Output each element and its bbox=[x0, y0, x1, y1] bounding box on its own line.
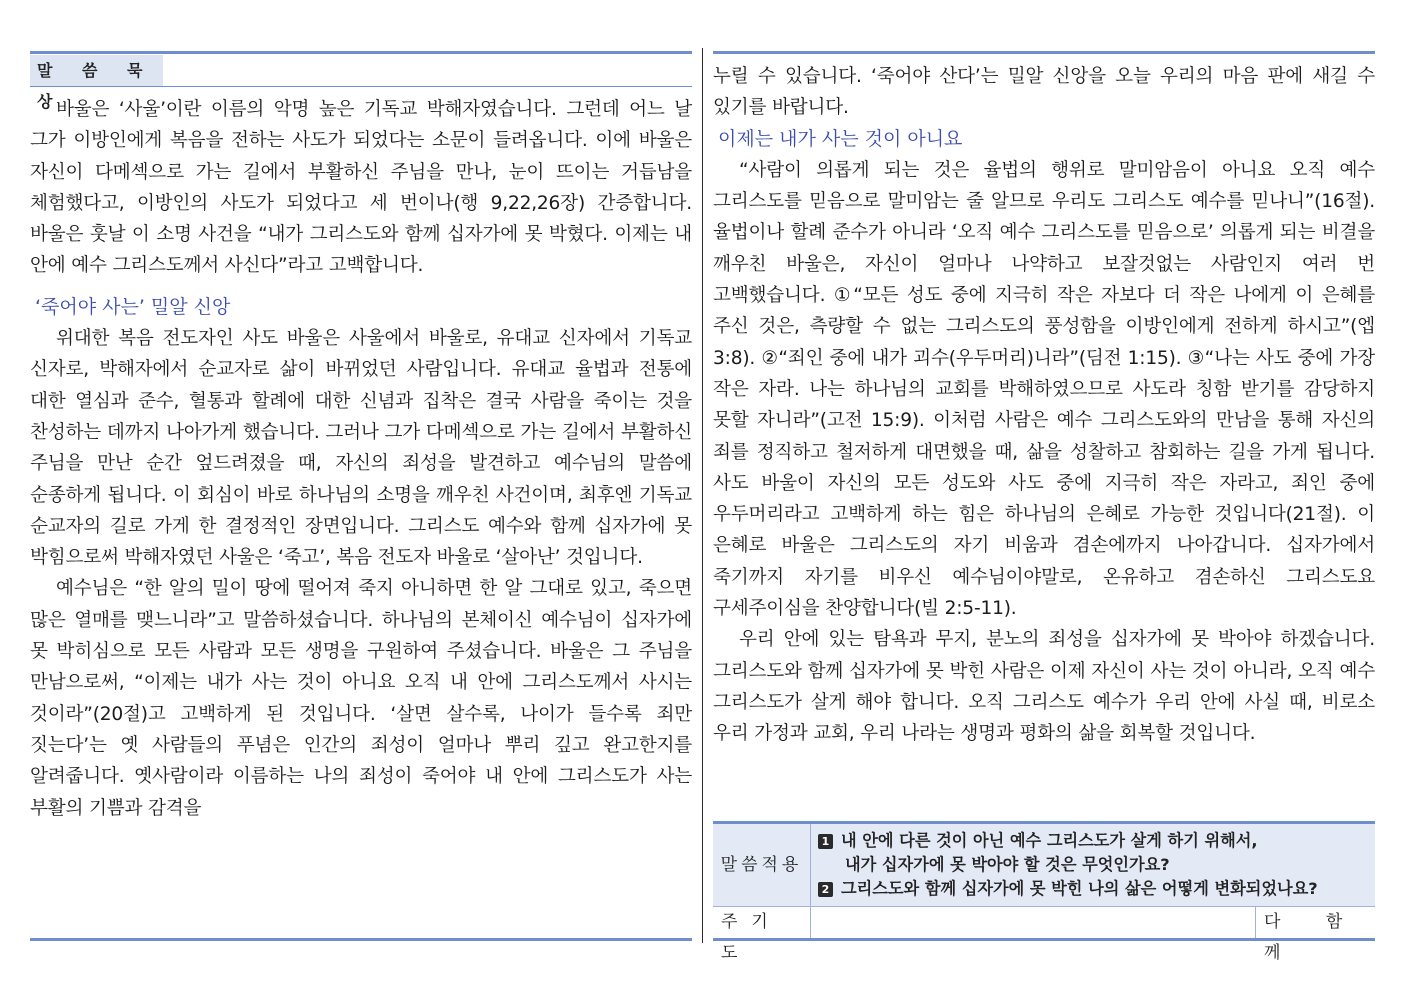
application-divider bbox=[810, 824, 811, 941]
question-2-line-1: 그리스도와 함께 십자가에 못 박힌 나의 삶은 어떻게 변화되었나요? bbox=[841, 879, 1318, 898]
application-label: 말씀적용 bbox=[720, 855, 803, 875]
question-1-line-2: 내가 십자가에 못 박아야 할 것은 무엇인가요? bbox=[845, 855, 1170, 874]
number-2-badge: 2 bbox=[818, 882, 833, 897]
right-paragraph-2: “사람이 의롭게 되는 것은 율법의 행위로 말미암음이 아니요 오직 예수 그리스도를 믿음으로 말미암는 줄 알므로 우리도 그리스도 예수를 믿나니”(16절). 율법이나 할례 준수가 아니라 ‘오직 예수 그리스도를 믿음으로’ 의롭게 되는 비결을 깨우친 바울은, 자신이 얼마나 나약하고 보잘것없는 사람인지 여러 번 고백했습니다. ①“모든 성도 중에 지극히 작은 자보다 더 작은 나에게 이 은혜를 주신 것은, 측량할 수 없는 그리스도의 풍성함을 이방인에게 전하게 하시고”(엡 3:8). ②“죄인 중에 내가 괴수(우두머리)니라”(딤전 1:15). ③“나는 사도 중에 가장 작은 자라. 나는 하나님의 교회를 박해하였으므로 사도라 칭함 받기를 감당하지 못할 자니라”(고전 15:9). 이처럼 사람은 예수 그리스도와의 만남을 통해 자신의 죄를 정직하고 철저하게 대면했을 때, 삶을 성찰하고 참회하는 길을 가게 됩니다. 사도 바울이 자신의 모든 성도와 사도 중에 지극히 작은 자라고, 죄인 중에 우두머리라고 고백하게 하는 힘은 하나님의 은혜로 가능한 것입니다(21절). 이 은혜로 바울은 그리스도의 자기 비움과 겸손에까지 나아갑니다. 십자가에서 죽기까지 자기를 비우신 예수님이야말로, 온유하고 겸손하신 그리스도요 구세주이심을 찬양합니다(빌 2:5-11). bbox=[713, 159, 1375, 620]
left-bottom-rule bbox=[30, 938, 692, 941]
header-underline bbox=[30, 86, 692, 87]
right-text-block bbox=[713, 61, 1375, 750]
prayer-label: 주기도 bbox=[721, 912, 782, 963]
left-text-block bbox=[30, 94, 692, 824]
question-1-continuation bbox=[818, 853, 1368, 877]
question-2 bbox=[818, 877, 1368, 901]
right-paragraph-3: 우리 안에 있는 탐욕과 무지, 분노의 죄성을 십자가에 못 박아야 하겠습니다. 그리스도와 함께 십자가에 못 박힌 사람은 이제 자신이 사는 것이 아니라, 오직 예수 그리스도가 살게 해야 합니다. 오직 그리스도 예수가 우리 안에 사실 때, 비로소 우리 가정과 교회, 우리 나라는 생명과 평화의 삶을 회복할 것입니다. bbox=[713, 629, 1375, 745]
question-1 bbox=[818, 829, 1368, 853]
prayer-divider bbox=[1255, 907, 1256, 938]
right-paragraph-1: 누릴 수 있습니다. ‘죽어야 산다’는 밀알 신앙을 오늘 우리의 마음 판에 새길 수 있기를 바랍니다. bbox=[713, 66, 1375, 119]
left-paragraph-2: 위대한 복음 전도자인 사도 바울은 사울에서 바울로, 유대교 신자에서 기독교 신자로, 박해자에서 순교자로 삶이 바뀌었던 사람입니다. 유대교 율법과 전통에 대한 열심과 준수, 혈통과 할례에 대한 신념과 집착은 결국 사람을 죽이는 것을 찬성하는 데까지 나아가게 했습니다. 그러나 그가 다메섹으로 가는 길에서 부활하신 주님을 만난 순간 엎드려졌을 때, 자신의 죄성을 발견하고 예수님의 말씀에 순종하게 됩니다. 이 회심이 바로 하나님의 소명을 깨우친 사건이며, 최후엔 기독교 순교자의 길로 가게 한 결정적인 장면입니다. 그리스도 예수와 함께 십자가에 못 박힘으로써 박해자였던 사울은 ‘죽고’, 복음 전도자 바울로 ‘살아난’ 것입니다. bbox=[30, 328, 692, 569]
section-header: 말 씀 묵 상 bbox=[30, 55, 163, 86]
question-1-line-1: 내 안에 다른 것이 아닌 예수 그리스도가 살게 하기 위해서, bbox=[841, 831, 1258, 850]
right-top-rule bbox=[713, 51, 1375, 54]
right-column bbox=[713, 51, 1375, 963]
application-bottom-rule bbox=[713, 938, 1375, 941]
left-paragraph-1: 바울은 ‘사울’이란 이름의 악명 높은 기독교 박해자였습니다. 그런데 어느 날 그가 이방인에게 복음을 전하는 사도가 되었다는 소문이 들려옵니다. 이에 바울은 자신이 다메섹으로 가는 길에서 부활하신 주님을 만나, 눈이 뜨이는 거듭남을 체험했다고, 이방인의 사도가 되었다고 세 번이나(행 9,22,26장) 간증합니다. 바울은 훗날 이 소명 사건을 “내가 그리스도와 함께 십자가에 못 박혔다. 이제는 내 안에 예수 그리스도께서 사신다”라고 고백합니다. bbox=[30, 99, 692, 277]
application-questions bbox=[818, 829, 1368, 901]
together-label: 다 함 께 bbox=[1264, 912, 1363, 963]
number-1-badge: 1 bbox=[818, 834, 833, 849]
column-divider bbox=[702, 48, 703, 943]
left-column bbox=[30, 51, 692, 941]
left-paragraph-3: 예수님은 “한 알의 밀이 땅에 떨어져 죽지 아니하면 한 알 그대로 있고, 죽으면 많은 열매를 맺느니라”고 말씀하셨습니다. 하나님의 본체이신 예수님이 십자가에 못 박히심으로 모든 사람과 모든 생명을 구원하여 주셨습니다. 바울은 그 주님을 만남으로써, “이제는 내가 사는 것이 아니요 오직 내 안에 그리스도께서 사시는 것이라”(20절)고 고백하게 된 것입니다. ‘살면 살수록, 나이가 들수록 죄만 짓는다’는 옛 사람들의 푸념은 인간의 죄성이 얼마나 뿌리 깊고 완고한지를 알려줍니다. 옛사람이라 이름하는 나의 죄성이 죽어야 내 안에 그리스도가 사는 부활의 기쁨과 감격을 bbox=[30, 578, 692, 819]
application-box bbox=[713, 821, 1375, 963]
left-subheading: ‘죽어야 사는’ 밀알 신앙 bbox=[35, 295, 231, 318]
right-subheading: 이제는 내가 사는 것이 아니요 bbox=[718, 127, 963, 150]
left-top-rule bbox=[30, 51, 692, 54]
